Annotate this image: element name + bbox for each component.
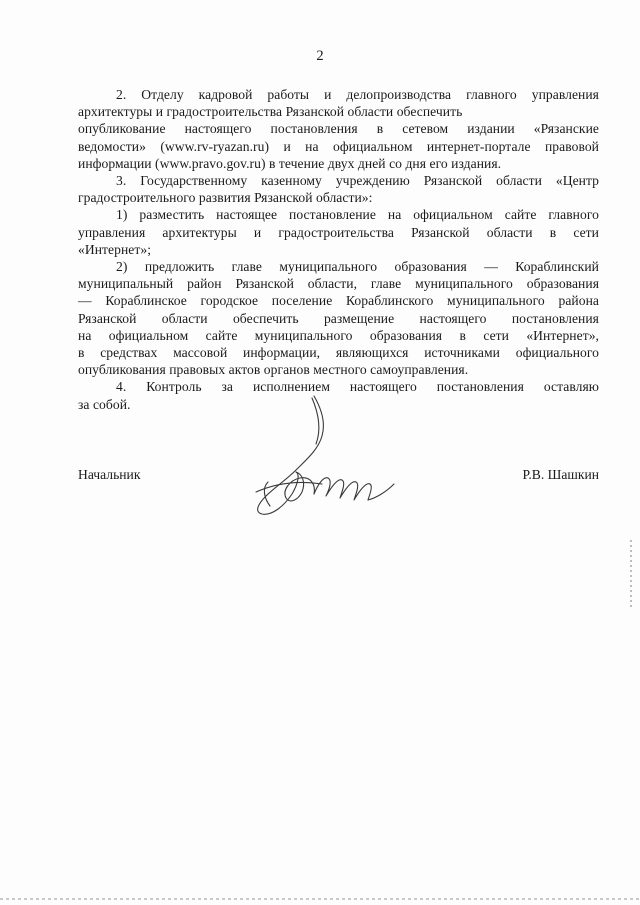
scan-edge-mark (630, 540, 632, 610)
text-line: на официальном сайте муниципального образования в сети «Интернет», (78, 327, 599, 343)
text-line: опубликования правовых актов органов местного самоуправления. (78, 362, 469, 378)
text-line: 4. Контроль за исполнением настоящего постановления оставляю (116, 379, 599, 395)
paragraph-3-2 (78, 258, 599, 378)
handwritten-signature (226, 388, 426, 536)
text-line: информации (www.pravo.gov.ru) в течение двух дней со дня его издания. (78, 155, 502, 171)
paragraph-2 (78, 86, 599, 172)
page-bottom-edge (0, 898, 640, 900)
text-line: управления архитектуры и градостроительства Рязанской области в сети (78, 224, 599, 240)
text-line: Рязанской области обеспечить размещение настоящего постановления (78, 310, 599, 326)
text-line: ведомости» (www.rv-ryazan.ru) и на официальном интернет-портале правовой (78, 138, 599, 154)
paragraph-3-1 (78, 206, 599, 258)
text-line: 2. Отделу кадровой работы и делопроизводства главного управления (116, 87, 599, 102)
signatory-position: Начальник (78, 467, 141, 482)
text-line: «Интернет»; (78, 241, 152, 257)
text-line: — Кораблинское городское поселение Кораблинского муниципального района (78, 293, 599, 309)
text-line: 1) разместить настоящее постановление на официальном сайте главного (116, 207, 599, 223)
text-line: градостроительного развития Рязанской области»: (78, 190, 373, 206)
text-line: за собой. (78, 396, 131, 412)
signature-block (78, 467, 599, 489)
signatory-name: Р.В. Шашкин (522, 467, 599, 482)
text-line: архитектуры и градостроительства Рязанской области обеспечить (78, 104, 463, 120)
text-line: 2) предложить главе муниципального образования — Кораблинский (116, 259, 599, 275)
text-line: 3. Государственному казенному учреждению Рязанской области «Центр (116, 173, 599, 189)
text-line: опубликование настоящего постановления в сетевом издании «Рязанские (78, 121, 599, 137)
text-line: муниципальный район Рязанской области, главе муниципального образования (78, 276, 599, 292)
page-number: 2 (316, 48, 324, 64)
paragraph-3 (78, 172, 599, 206)
document-body (78, 86, 599, 413)
text-line: в средствах массовой информации, являющихся источниками официального (78, 345, 599, 361)
